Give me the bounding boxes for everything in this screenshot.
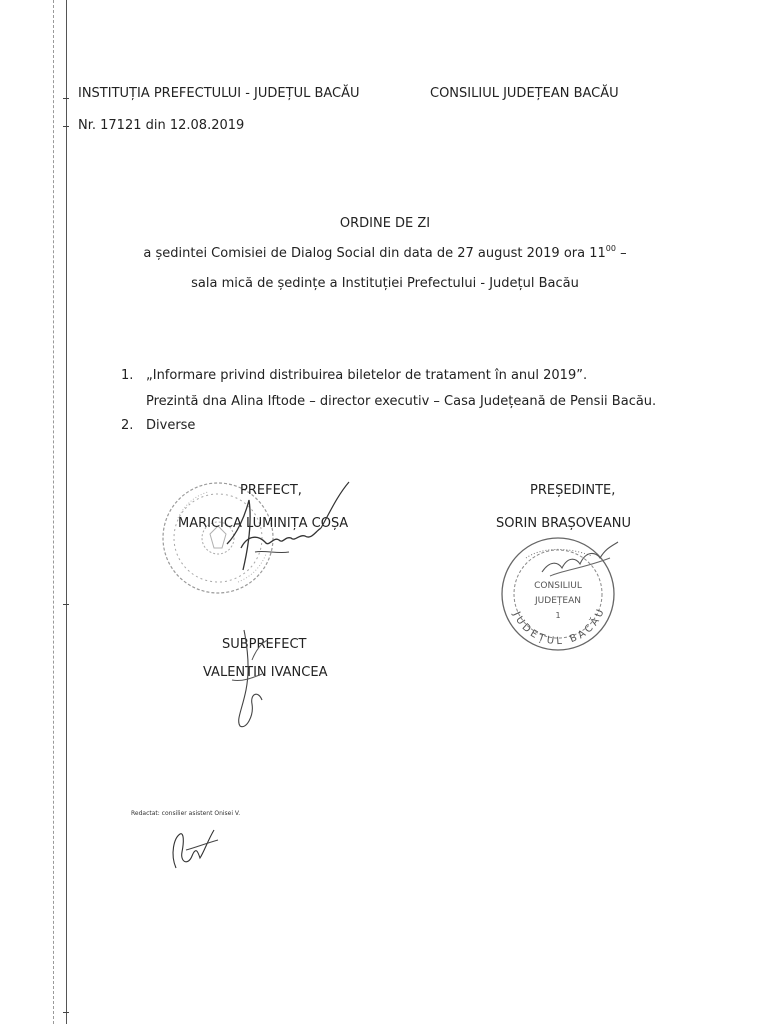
margin-tick [63,126,69,127]
title-line-1-sup: 00 [605,244,616,253]
scan-margin-solid-line [66,0,67,1024]
stamp-line-1: CONSILIUL [534,581,582,591]
president-name: SORIN BRAȘOVEANU [496,516,632,531]
stamp-ring-text: JUDEȚUL BACĂU [510,605,608,648]
page-title: ORDINE DE ZI [339,216,431,231]
agenda-item-text: „Informare privind distribuirea biletelor de tratament în anul 2019”. [146,368,588,383]
president-signature [540,540,620,582]
margin-tick [63,604,69,605]
prefect-name: MARICICA LUMINIȚA COȘA [178,516,349,531]
registration-number: Nr. 17121 din 12.08.2019 [78,118,245,133]
drafted-by-note: Redactat: consilier asistent Onisei V. [131,810,241,817]
drafter-signature [168,822,228,874]
subprefect-signature [222,620,282,740]
agenda-item-text: Diverse [146,418,196,433]
stamp-line-3: 1 [555,611,561,620]
agenda-item-number: 1. [121,368,134,383]
title-line-1-main: a ședintei Comisiei de Dialog Social din data de 27 august 2019 ora 11 [143,246,606,261]
agenda-item-detail: Prezintă dna Alina Iftode – director executiv – Casa Județeană de Pensii Bacău. [146,394,657,409]
title-line-1 [0,246,770,262]
stamp-line-2: JUDEȚEAN [535,596,581,606]
subprefect-title: SUBPREFECT [222,637,307,652]
margin-tick [63,1012,69,1013]
prefect-signature [225,478,355,590]
header-left-institution: INSTITUȚIA PREFECTULUI - JUDEȚUL BACĂU [78,86,360,101]
header-right-institution: CONSILIUL JUDEȚEAN BACĂU [430,86,619,101]
prefect-title: PREFECT, [240,483,302,498]
title-line-1-tail: – [615,246,627,261]
title-line-2: sala mică de ședințe a Instituției Prefectului - Județul Bacău [191,276,579,291]
margin-tick [63,98,69,99]
president-title: PREȘEDINTE, [530,483,616,498]
agenda-item-number: 2. [121,418,134,433]
subprefect-name: VALENTIN IVANCEA [203,665,328,680]
scan-margin-dashed-line [53,0,54,1024]
